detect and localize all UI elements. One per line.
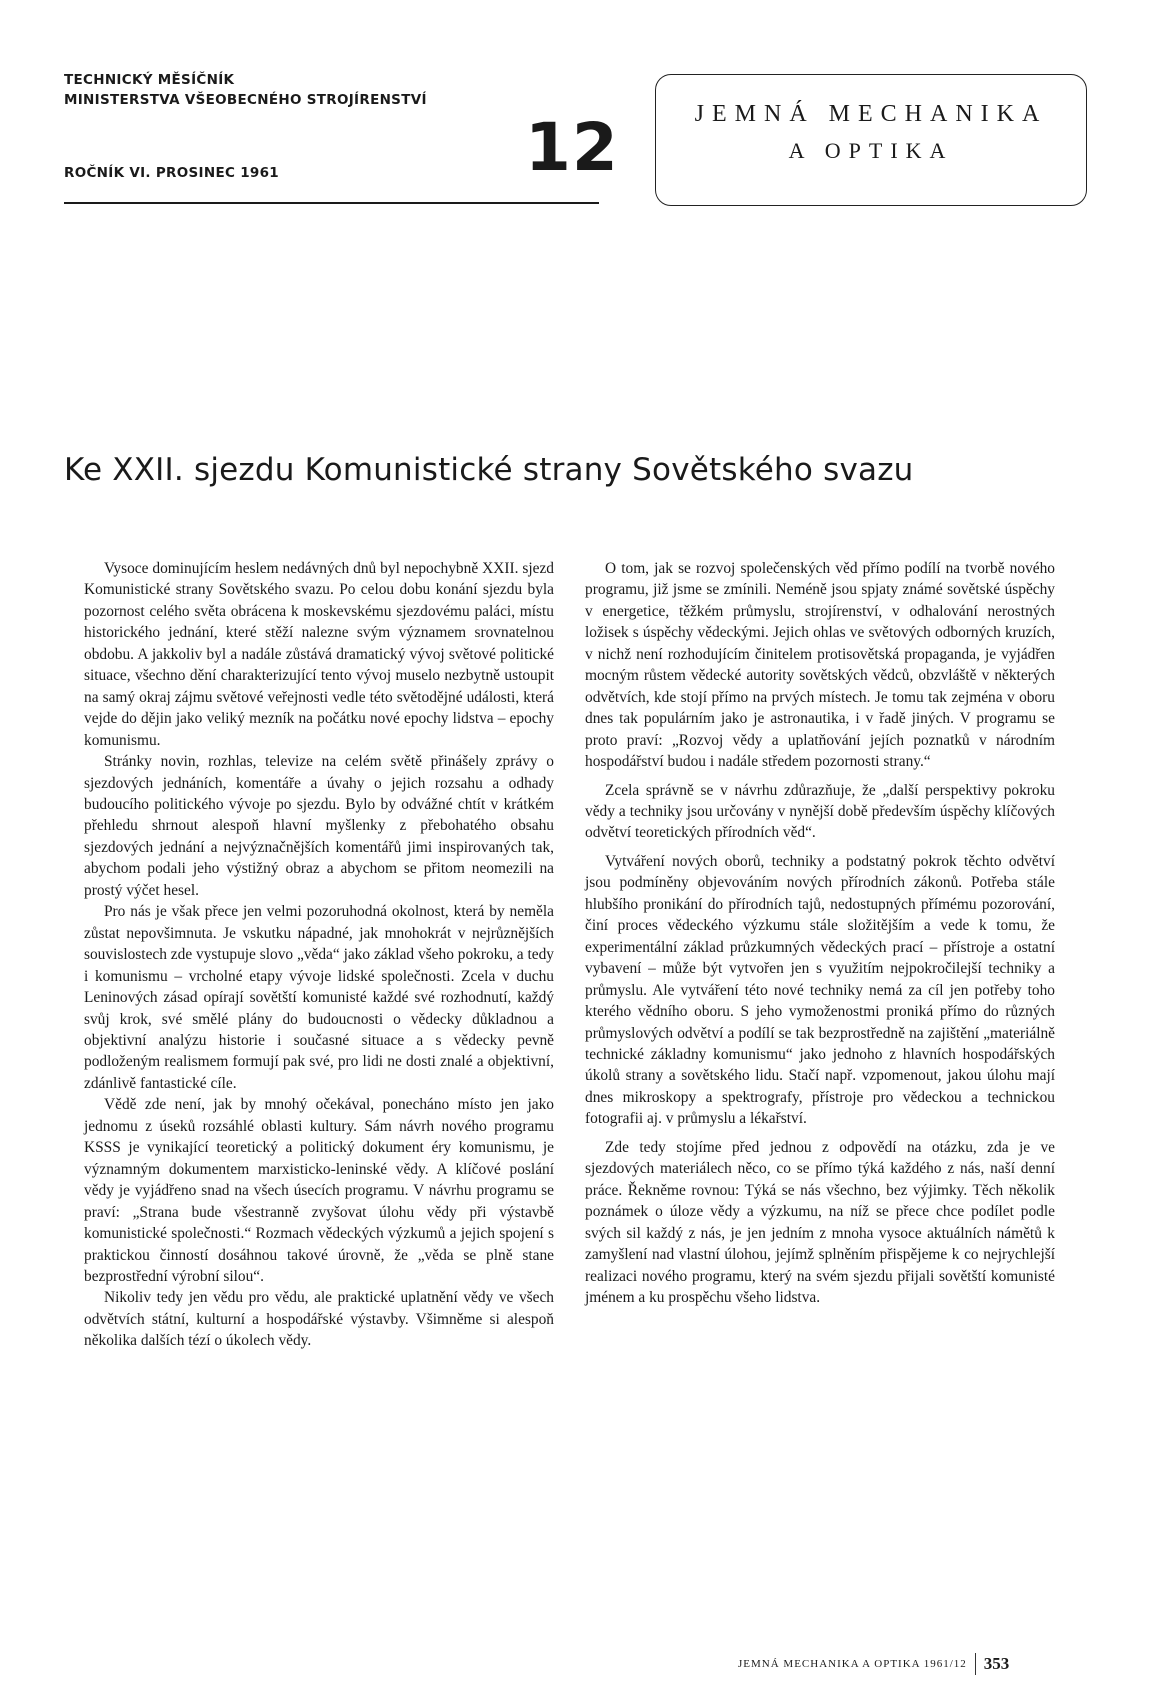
paragraph: Vysoce dominujícím heslem nedávných dnů byl nepochybně XXII. sjezd Komunistické strany Sovětského svazu. Po celou dobu konání sjezdu byla pozornost celého světa obrácena k moskevskému sjezdovému paláci, místu historického jednání, které stěží nalezne svým významem srovnatelnou obdobu. A jakkoliv byl a nadále zůstává dramatický vývoj světové politické situace, všechno dění charakterizující tento vývoj muselo nezbytně ustoupit na samý okraj zájmu světové veřejnosti vedle této světodějné události, která vejde do dějin jako veliký mezník na počátku nové epochy lidstva – epochy komunismu. [84,560,554,749]
masthead [64,70,427,183]
masthead-line-2: MINISTERSTVA VŠEOBECNÉHO STROJÍRENSTVÍ [64,92,427,108]
paragraph: Pro nás je však přece jen velmi pozoruhodná okolnost, která by neměla zůstat nepovšimnuta. Je vskutku nápadné, jak mnohokrát v nejrůznějších souvislostech zde vystupuje slovo „věda“ jako základ všeho pokroku, a tedy i komunismu – vrcholné etapy vývoje lidské společnosti. Zcela v duchu Leninových zásad opírají sovětští komunisté každé své rozhodnutí, každý svůj krok, své smělé plány do budoucnosti o vědecky důkladnou a objektivní analýzu historie i současné situace a s vědecky pevně podloženým realismem formují pak své, pro lidi ne dosti znalé a objektivní, zdánlivě fantastické cíle. [84,903,554,1092]
right-column [585,558,1055,1308]
article-title: Ke XXII. sjezdu Komunistické strany Sovětského svazu [64,452,914,488]
running-title: JEMNÁ MECHANIKA A OPTIKA 1961/12 [738,1658,967,1670]
left-column [84,558,554,1352]
paragraph: Zcela správně se v návrhu zdůrazňuje, že „další perspektivy pokroku vědy a techniky jsou určovány v nynější době především úspěchy klíčových odvětví teoretických přírodních věd“. [585,781,1055,842]
journal-title-line-1: JEMNÁ MECHANIKA [694,101,1048,127]
footer-divider [975,1653,976,1675]
journal-title-box [655,74,1087,206]
page-number: 353 [983,1654,1010,1673]
paragraph: Vědě zde není, jak by mnohý očekával, ponecháno místo jen jako jednomu z úseků rozsáhlé oblasti kultury. Sám návrh nového programu KSSS je vynikající teoretický a politický dokument éry komunismu, je významným dokumentem marxisticko-leninské vědy. A klíčové poslání vědy je vyjádřeno snad na všech úsecích programu. V návrhu programu se praví: „Strana bude všestranně zvyšovat úlohu vědy při výstavbě komunistické společnosti.“ Rozmach vědeckých výzkumů a jejich spojení s praktickou činností dosáhnou takové úrovně, že „věda se plně stane bezprostřední výrobní silou“. [84,1096,554,1285]
page-footer [738,1653,1009,1675]
header-rule [64,202,599,204]
journal-title-line-2: A OPTIKA [788,138,954,163]
paragraph: O tom, jak se rozvoj společenských věd přímo podílí na tvorbě nového programu, již jsme se zmínili. Neméně jsou spjaty známé sovětské úspěchy v energetice, těžkém průmyslu, strojírenství, v odhalování nerostných ložisek s úspěchy vědeckými. Jejich ohlas ve světových odborných kruzích, v nichž není rozhodujícím činitelem protisovětská propaganda, je vyjádřen mocným růstem vědecké autority sovětských vědců, obzvláště v některých odvětvích, kde stojí přímo na prvých místech. Je tomu tak zejména v oboru dnes tak populárním jako je astronautika, i v řadě jiných. V programu se proto praví: „Rozvoj vědy a uplatňování jejích poznatků v národním hospodářství budou i nadále středem pozornosti strany.“ [585,560,1055,771]
paragraph: Vytváření nových oborů, techniky a podstatný pokrok těchto odvětví jsou podmíněny objevováním nových přírodních zákonů. Potřeba stále hlubšího pronikání do přírodních tajů, nedostupných přímému pozorování, činí proces vědeckého výzkumu stále složitějším a vede k tomu, že experimentální základ průzkumných vědeckých prací – přístroje a ostatní vybavení – může být vytvořen jen s využitím nejpokročilejší techniky a průmyslu. Ale vytváření této nové techniky nemá za cíl jen potřeby toho kterého vědního oboru. S jeho vymoženostmi proniká přímo do různých průmyslových odvětví a podílí se tak bezprostředně na zajištění „materiálně technické základny komunismu“ jako jednoho z hlavních hospodářských úkolů strany a sovětského lidu. Stačí např. vzpomenout, jakou úlohu mají dnes mikroskopy a spektrografy, přístroje pro vědeckou a technickou fotografii aj. v průmyslu a lékařství. [585,852,1055,1128]
masthead-line-1: TECHNICKÝ MĚSÍČNÍK [64,72,235,88]
paragraph: Nikoliv tedy jen vědu pro vědu, ale praktické uplatnění vědy ve všech odvětvích státní, kulturní a hospodářské výstavby. Všimněme si alespoň několika dalších tézí o úkolech vědy. [84,1289,554,1350]
paragraph: Zde tedy stojíme před jednou z odpovědí na otázku, zda je ve sjezdových materiálech něco, co se přímo týká každého z nás, naší denní práce. Řekněme rovnou: Týká se nás všechno, bez výjimky. Těch několik poznámek o úloze vědy a výzkumu, na níž se přece chce podílet podle svých sil každý z nás, je jen jedním z mnoha vysoce aktuálních námětů k zamyšlení nad vlastní úlohou, jejímž splněním přispějeme k co nejrychlejší realizaci nového programu, který na svém sjezdu přijali sovětští komunisté jménem a ku prospěchu všeho lidstva. [585,1138,1055,1306]
paragraph: Stránky novin, rozhlas, televize na celém světě přinášely zprávy o sjezdových jednáních, komentáře a úvahy o jejich rozsahu a odhady budoucího politického vývoje po sjezdu. Bylo by odvážné chtít v krátkém přehledu shrnout alespoň hlavní myšlenky z přebohatého obsahu sjezdových jednání a nejvýznačnějších komentářů jimi inspirovaných tak, abychom podali jeho výstižný obraz a abychom se přitom neomezili na prostý výčet hesel. [84,753,554,899]
issue-number: 12 [525,109,619,186]
volume-date: ROČNÍK VI. PROSINEC 1961 [64,165,279,181]
